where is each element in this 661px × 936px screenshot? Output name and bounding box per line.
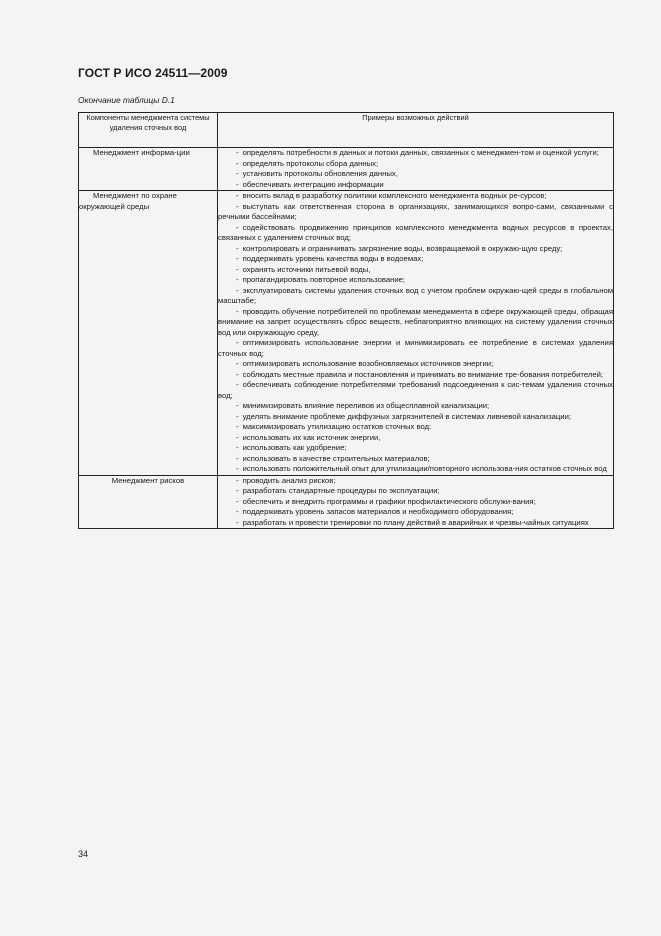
action-item: - обеспечивать соблюдение потребителями требований подсоединения к сис-темам удаления сточных вод;	[218, 380, 613, 400]
actions-cell	[218, 475, 614, 529]
action-item: - уделять внимание проблеме диффузных загрязнителей в системах ливневой канализации;	[236, 411, 572, 421]
actions-table	[78, 112, 614, 529]
action-item: - поддерживать уровень запасов материалов и необходимого оборудования;	[236, 507, 514, 516]
action-item: - вносить вклад в разработку политики комплексного менеджмента водных ре-сурсов;	[236, 191, 547, 200]
action-item: - разработать стандартные процедуры по эксплуатации;	[236, 486, 440, 495]
action-item: - использовать как удобрение;	[236, 443, 347, 452]
table-row	[79, 475, 614, 529]
action-item: - обеспечивать интеграцию информации	[236, 179, 384, 189]
action-item: - использовать их как источник энергии,	[236, 432, 381, 442]
actions-cell	[218, 148, 614, 191]
action-item: - охранять источники питьевой воды,	[236, 264, 371, 274]
component-name: Менеджмент рисков	[111, 475, 185, 485]
action-item: - определять потребности в данных и потоки данных, связанных с менеджмен-том и оценкой услуги;	[236, 148, 599, 157]
action-item: - соблюдать местные правила и постановления и принимать во внимание тре-бования потребителей;	[236, 369, 604, 379]
component-cell	[79, 475, 218, 529]
action-item: - использовать положительный опыт для утилизации/повторного использова-ния остатков сточных вод	[236, 464, 607, 473]
action-item: - проводить обучение потребителей по проблемам менеджмента в сфере окружающей среды, обращая внимание на запрет осуществлять сброс веществ, неблагоприятно влияющих на систему удаления сточных вод или окружающую среду,	[218, 306, 613, 337]
column-header-actions: Примеры возможных действий	[218, 113, 614, 148]
table-row	[79, 191, 614, 476]
action-item: - минимизировать влияние переливов из общесплавной канализации;	[236, 401, 490, 410]
action-item: - эксплуатировать системы удаления сточных вод с учетом проблем окружаю-щей среды в глобальном масштабе;	[218, 285, 613, 305]
action-item: - определять протоколы сбора данных;	[236, 158, 379, 168]
table-header-row	[79, 113, 614, 148]
component-cell	[79, 191, 218, 476]
action-item: - контролировать и ограничивать загрязнение воды, возвращаемой в окружаю-щую среду;	[236, 243, 563, 253]
page-number: 34	[78, 849, 89, 859]
action-item: - оптимизировать использование энергии и минимизировать ее потребление в системах удаления сточных вод;	[218, 338, 613, 358]
action-item: - содействовать продвижению принципов комплексного менеджмента водных ресурсов в проектах, связанных с удалением сточных вод;	[218, 222, 613, 242]
component-name: Менеджмент информа-ции	[93, 148, 190, 157]
action-item: - установить протоколы обновления данных,	[236, 169, 398, 178]
action-item: - проводить анализ рисков;	[236, 475, 336, 485]
action-item: - обеспечить и внедрить программы и графики профилактического обслужи-вания;	[236, 496, 536, 506]
actions-cell	[218, 191, 614, 476]
action-item: - поддерживать уровень качества воды в водоемах;	[236, 254, 424, 263]
action-item: - оптимизировать использование возобновляемых источников энергии;	[236, 359, 494, 368]
action-item: - использовать в качестве строительных материалов;	[236, 453, 430, 463]
action-item: - разработать и провести тренировки по плану действий в аварийных и чрезвы-чайных ситуациях	[236, 517, 589, 527]
action-item: - выступать как ответственная сторона в организациях, занимающихся вопро-сами, связанными с речными бассейнами;	[218, 201, 613, 221]
component-name: Менеджмент по охране окружающей среды	[79, 191, 177, 211]
column-header-components: Компоненты менеджмента системы удаления сточных вод	[79, 113, 218, 148]
table-caption: Окончание таблицы D.1	[78, 95, 175, 105]
action-item: - пропагандировать повторное использование;	[236, 275, 406, 284]
action-item: - максимизировать утилизацию остатков сточных вод:	[236, 422, 432, 431]
table-row	[79, 148, 614, 191]
document-header: ГОСТ Р ИСО 24511—2009	[78, 66, 228, 80]
component-cell	[79, 148, 218, 191]
